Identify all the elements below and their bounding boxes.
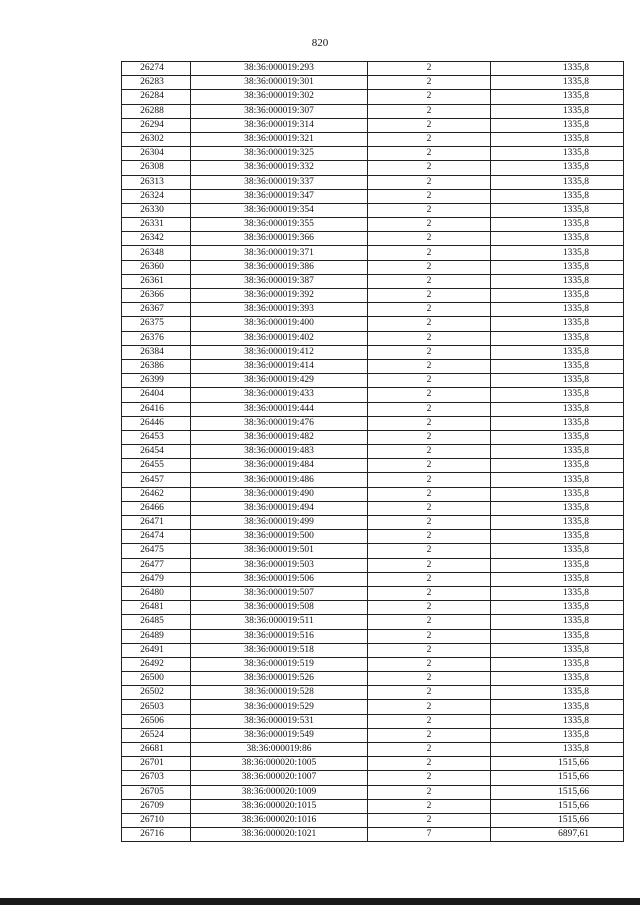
cadastral-number-cell: 38:36:000019:400 — [191, 317, 368, 331]
count-cell: 2 — [368, 501, 491, 515]
table-row — [122, 799, 624, 813]
count-cell: 2 — [368, 189, 491, 203]
table-row — [122, 643, 624, 657]
count-cell: 2 — [368, 90, 491, 104]
cadastral-number-cell: 38:36:000019:332 — [191, 161, 368, 175]
row-number-cell: 26477 — [122, 558, 191, 572]
row-number-cell: 26457 — [122, 473, 191, 487]
table-row — [122, 657, 624, 671]
row-number-cell: 26386 — [122, 359, 191, 373]
area-value-cell: 1335,8 — [491, 743, 624, 757]
count-cell: 7 — [368, 828, 491, 842]
row-number-cell: 26454 — [122, 445, 191, 459]
count-cell: 2 — [368, 757, 491, 771]
row-number-cell: 26446 — [122, 416, 191, 430]
row-number-cell: 26466 — [122, 501, 191, 515]
table-row — [122, 586, 624, 600]
area-value-cell: 1335,8 — [491, 232, 624, 246]
cadastral-number-cell: 38:36:000019:528 — [191, 686, 368, 700]
row-number-cell: 26308 — [122, 161, 191, 175]
table-row — [122, 785, 624, 799]
area-value-cell: 1515,66 — [491, 771, 624, 785]
cadastral-number-cell: 38:36:000019:86 — [191, 743, 368, 757]
table-row — [122, 629, 624, 643]
area-value-cell: 1335,8 — [491, 246, 624, 260]
area-value-cell: 1335,8 — [491, 487, 624, 501]
count-cell: 2 — [368, 459, 491, 473]
area-value-cell: 1515,66 — [491, 757, 624, 771]
cadastral-number-cell: 38:36:000019:371 — [191, 246, 368, 260]
cadastral-number-cell: 38:36:000019:484 — [191, 459, 368, 473]
table-row — [122, 274, 624, 288]
row-number-cell: 26384 — [122, 345, 191, 359]
cadastral-number-cell: 38:36:000019:392 — [191, 289, 368, 303]
cadastral-number-cell: 38:36:000019:337 — [191, 175, 368, 189]
cadastral-number-cell: 38:36:000019:355 — [191, 218, 368, 232]
area-value-cell: 1335,8 — [491, 586, 624, 600]
table-row — [122, 189, 624, 203]
area-value-cell: 1335,8 — [491, 558, 624, 572]
count-cell: 2 — [368, 62, 491, 76]
cadastral-number-cell: 38:36:000019:393 — [191, 303, 368, 317]
cadastral-number-cell: 38:36:000019:386 — [191, 260, 368, 274]
count-cell: 2 — [368, 147, 491, 161]
count-cell: 2 — [368, 175, 491, 189]
count-cell: 2 — [368, 132, 491, 146]
area-value-cell: 1335,8 — [491, 62, 624, 76]
table-row — [122, 501, 624, 515]
count-cell: 2 — [368, 388, 491, 402]
row-number-cell: 26342 — [122, 232, 191, 246]
row-number-cell: 26375 — [122, 317, 191, 331]
row-number-cell: 26474 — [122, 530, 191, 544]
row-number-cell: 26709 — [122, 799, 191, 813]
area-value-cell: 1335,8 — [491, 303, 624, 317]
cadastral-number-cell: 38:36:000019:518 — [191, 643, 368, 657]
area-value-cell: 1335,8 — [491, 657, 624, 671]
row-number-cell: 26376 — [122, 331, 191, 345]
table-row — [122, 147, 624, 161]
data-table — [121, 61, 624, 842]
area-value-cell: 1335,8 — [491, 643, 624, 657]
table-row — [122, 331, 624, 345]
table-row — [122, 388, 624, 402]
cadastral-number-cell: 38:36:000019:516 — [191, 629, 368, 643]
count-cell: 2 — [368, 445, 491, 459]
table-row — [122, 104, 624, 118]
area-value-cell: 1335,8 — [491, 274, 624, 288]
table-row — [122, 430, 624, 444]
area-value-cell: 1335,8 — [491, 218, 624, 232]
row-number-cell: 26479 — [122, 572, 191, 586]
table-row — [122, 260, 624, 274]
row-number-cell: 26283 — [122, 76, 191, 90]
area-value-cell: 1335,8 — [491, 728, 624, 742]
cadastral-number-cell: 38:36:000019:507 — [191, 586, 368, 600]
cadastral-number-cell: 38:36:000020:1005 — [191, 757, 368, 771]
row-number-cell: 26288 — [122, 104, 191, 118]
cadastral-number-cell: 38:36:000019:314 — [191, 118, 368, 132]
count-cell: 2 — [368, 402, 491, 416]
cadastral-number-cell: 38:36:000019:508 — [191, 601, 368, 615]
table-row — [122, 132, 624, 146]
count-cell: 2 — [368, 331, 491, 345]
cadastral-number-cell: 38:36:000020:1015 — [191, 799, 368, 813]
table-row — [122, 714, 624, 728]
table-row — [122, 416, 624, 430]
row-number-cell: 26416 — [122, 402, 191, 416]
table-row — [122, 572, 624, 586]
cadastral-number-cell: 38:36:000019:444 — [191, 402, 368, 416]
count-cell: 2 — [368, 274, 491, 288]
count-cell: 2 — [368, 104, 491, 118]
area-value-cell: 1335,8 — [491, 402, 624, 416]
row-number-cell: 26455 — [122, 459, 191, 473]
cadastral-number-cell: 38:36:000019:499 — [191, 516, 368, 530]
row-number-cell: 26710 — [122, 813, 191, 827]
count-cell: 2 — [368, 629, 491, 643]
count-cell: 2 — [368, 615, 491, 629]
row-number-cell: 26475 — [122, 544, 191, 558]
row-number-cell: 26361 — [122, 274, 191, 288]
table-row — [122, 203, 624, 217]
area-value-cell: 1335,8 — [491, 189, 624, 203]
cadastral-number-cell: 38:36:000019:476 — [191, 416, 368, 430]
area-value-cell: 1335,8 — [491, 459, 624, 473]
area-value-cell: 1335,8 — [491, 615, 624, 629]
cadastral-number-cell: 38:36:000019:321 — [191, 132, 368, 146]
row-number-cell: 26404 — [122, 388, 191, 402]
table-row — [122, 345, 624, 359]
cadastral-number-cell: 38:36:000019:519 — [191, 657, 368, 671]
count-cell: 2 — [368, 487, 491, 501]
cadastral-number-cell: 38:36:000019:483 — [191, 445, 368, 459]
cadastral-number-cell: 38:36:000019:347 — [191, 189, 368, 203]
area-value-cell: 1335,8 — [491, 672, 624, 686]
area-value-cell: 1335,8 — [491, 260, 624, 274]
area-value-cell: 1335,8 — [491, 175, 624, 189]
count-cell: 2 — [368, 232, 491, 246]
count-cell: 2 — [368, 317, 491, 331]
cadastral-number-cell: 38:36:000019:301 — [191, 76, 368, 90]
cadastral-number-cell: 38:36:000019:500 — [191, 530, 368, 544]
row-number-cell: 26471 — [122, 516, 191, 530]
table-row — [122, 813, 624, 827]
area-value-cell: 1335,8 — [491, 388, 624, 402]
table-row — [122, 175, 624, 189]
area-value-cell: 1335,8 — [491, 104, 624, 118]
row-number-cell: 26366 — [122, 289, 191, 303]
count-cell: 2 — [368, 601, 491, 615]
cadastral-number-cell: 38:36:000019:429 — [191, 374, 368, 388]
count-cell: 2 — [368, 643, 491, 657]
table-row — [122, 686, 624, 700]
area-value-cell: 1335,8 — [491, 686, 624, 700]
row-number-cell: 26304 — [122, 147, 191, 161]
count-cell: 2 — [368, 246, 491, 260]
count-cell: 2 — [368, 700, 491, 714]
table-row — [122, 828, 624, 842]
cadastral-number-cell: 38:36:000019:506 — [191, 572, 368, 586]
count-cell: 2 — [368, 76, 491, 90]
table-row — [122, 771, 624, 785]
count-cell: 2 — [368, 558, 491, 572]
table-row — [122, 530, 624, 544]
area-value-cell: 1335,8 — [491, 629, 624, 643]
table-row — [122, 161, 624, 175]
count-cell: 2 — [368, 728, 491, 742]
table-row — [122, 232, 624, 246]
row-number-cell: 26500 — [122, 672, 191, 686]
count-cell: 2 — [368, 345, 491, 359]
count-cell: 2 — [368, 544, 491, 558]
row-number-cell: 26274 — [122, 62, 191, 76]
count-cell: 2 — [368, 530, 491, 544]
row-number-cell: 26502 — [122, 686, 191, 700]
table-row — [122, 700, 624, 714]
cadastral-number-cell: 38:36:000019:526 — [191, 672, 368, 686]
table-row — [122, 303, 624, 317]
area-value-cell: 1335,8 — [491, 501, 624, 515]
count-cell: 2 — [368, 416, 491, 430]
row-number-cell: 26524 — [122, 728, 191, 742]
area-value-cell: 1515,66 — [491, 813, 624, 827]
area-value-cell: 1335,8 — [491, 317, 624, 331]
table-row — [122, 516, 624, 530]
table-row — [122, 445, 624, 459]
count-cell: 2 — [368, 813, 491, 827]
row-number-cell: 26703 — [122, 771, 191, 785]
cadastral-number-cell: 38:36:000019:511 — [191, 615, 368, 629]
table-row — [122, 218, 624, 232]
table-row — [122, 317, 624, 331]
table-row — [122, 558, 624, 572]
cadastral-number-cell: 38:36:000019:531 — [191, 714, 368, 728]
row-number-cell: 26489 — [122, 629, 191, 643]
row-number-cell: 26503 — [122, 700, 191, 714]
count-cell: 2 — [368, 359, 491, 373]
count-cell: 2 — [368, 260, 491, 274]
cadastral-number-cell: 38:36:000019:387 — [191, 274, 368, 288]
table-row — [122, 743, 624, 757]
row-number-cell: 26453 — [122, 430, 191, 444]
area-value-cell: 1335,8 — [491, 473, 624, 487]
table-row — [122, 672, 624, 686]
area-value-cell: 1335,8 — [491, 530, 624, 544]
area-value-cell: 1335,8 — [491, 700, 624, 714]
count-cell: 2 — [368, 771, 491, 785]
table-row — [122, 544, 624, 558]
count-cell: 2 — [368, 785, 491, 799]
area-value-cell: 1335,8 — [491, 416, 624, 430]
cadastral-number-cell: 38:36:000020:1007 — [191, 771, 368, 785]
cadastral-number-cell: 38:36:000019:302 — [191, 90, 368, 104]
area-value-cell: 1335,8 — [491, 147, 624, 161]
row-number-cell: 26705 — [122, 785, 191, 799]
row-number-cell: 26716 — [122, 828, 191, 842]
area-value-cell: 1335,8 — [491, 331, 624, 345]
cadastral-number-cell: 38:36:000019:414 — [191, 359, 368, 373]
cadastral-number-cell: 38:36:000019:293 — [191, 62, 368, 76]
count-cell: 2 — [368, 218, 491, 232]
area-value-cell: 1335,8 — [491, 601, 624, 615]
cadastral-number-cell: 38:36:000020:1016 — [191, 813, 368, 827]
table-row — [122, 90, 624, 104]
table-row — [122, 289, 624, 303]
row-number-cell: 26701 — [122, 757, 191, 771]
cadastral-number-cell: 38:36:000019:490 — [191, 487, 368, 501]
cadastral-number-cell: 38:36:000019:354 — [191, 203, 368, 217]
count-cell: 2 — [368, 516, 491, 530]
row-number-cell: 26481 — [122, 601, 191, 615]
row-number-cell: 26492 — [122, 657, 191, 671]
cadastral-number-cell: 38:36:000019:494 — [191, 501, 368, 515]
cadastral-number-cell: 38:36:000019:549 — [191, 728, 368, 742]
cadastral-number-cell: 38:36:000019:307 — [191, 104, 368, 118]
area-value-cell: 1335,8 — [491, 430, 624, 444]
table-row — [122, 601, 624, 615]
area-value-cell: 1515,66 — [491, 799, 624, 813]
count-cell: 2 — [368, 203, 491, 217]
area-value-cell: 1335,8 — [491, 76, 624, 90]
count-cell: 2 — [368, 161, 491, 175]
row-number-cell: 26506 — [122, 714, 191, 728]
cadastral-number-cell: 38:36:000019:503 — [191, 558, 368, 572]
row-number-cell: 26491 — [122, 643, 191, 657]
row-number-cell: 26284 — [122, 90, 191, 104]
row-number-cell: 26313 — [122, 175, 191, 189]
row-number-cell: 26302 — [122, 132, 191, 146]
row-number-cell: 26360 — [122, 260, 191, 274]
count-cell: 2 — [368, 672, 491, 686]
row-number-cell: 26462 — [122, 487, 191, 501]
count-cell: 2 — [368, 473, 491, 487]
area-value-cell: 1335,8 — [491, 132, 624, 146]
row-number-cell: 26399 — [122, 374, 191, 388]
count-cell: 2 — [368, 430, 491, 444]
row-number-cell: 26681 — [122, 743, 191, 757]
area-value-cell: 1335,8 — [491, 345, 624, 359]
row-number-cell: 26485 — [122, 615, 191, 629]
row-number-cell: 26480 — [122, 586, 191, 600]
table-row — [122, 459, 624, 473]
row-number-cell: 26331 — [122, 218, 191, 232]
table-row — [122, 118, 624, 132]
cadastral-number-cell: 38:36:000019:366 — [191, 232, 368, 246]
count-cell: 2 — [368, 303, 491, 317]
count-cell: 2 — [368, 743, 491, 757]
count-cell: 2 — [368, 686, 491, 700]
table-row — [122, 615, 624, 629]
cadastral-number-cell: 38:36:000019:412 — [191, 345, 368, 359]
bottom-edge-bar — [0, 898, 640, 905]
area-value-cell: 1335,8 — [491, 118, 624, 132]
count-cell: 2 — [368, 586, 491, 600]
table-row — [122, 359, 624, 373]
table-row — [122, 473, 624, 487]
area-value-cell: 1335,8 — [491, 445, 624, 459]
area-value-cell: 1335,8 — [491, 289, 624, 303]
table-row — [122, 728, 624, 742]
count-cell: 2 — [368, 374, 491, 388]
table-row — [122, 487, 624, 501]
cadastral-number-cell: 38:36:000019:482 — [191, 430, 368, 444]
table-row — [122, 402, 624, 416]
area-value-cell: 1515,66 — [491, 785, 624, 799]
row-number-cell: 26348 — [122, 246, 191, 260]
area-value-cell: 6897,61 — [491, 828, 624, 842]
row-number-cell: 26294 — [122, 118, 191, 132]
table-body — [122, 62, 624, 842]
table-row — [122, 757, 624, 771]
count-cell: 2 — [368, 289, 491, 303]
cadastral-number-cell: 38:36:000019:325 — [191, 147, 368, 161]
cadastral-number-cell: 38:36:000019:501 — [191, 544, 368, 558]
cadastral-number-cell: 38:36:000019:486 — [191, 473, 368, 487]
row-number-cell: 26330 — [122, 203, 191, 217]
count-cell: 2 — [368, 118, 491, 132]
page-number: 820 — [311, 37, 329, 49]
area-value-cell: 1335,8 — [491, 714, 624, 728]
area-value-cell: 1335,8 — [491, 161, 624, 175]
area-value-cell: 1335,8 — [491, 90, 624, 104]
count-cell: 2 — [368, 572, 491, 586]
table-row — [122, 374, 624, 388]
table-row — [122, 76, 624, 90]
area-value-cell: 1335,8 — [491, 516, 624, 530]
count-cell: 2 — [368, 714, 491, 728]
area-value-cell: 1335,8 — [491, 374, 624, 388]
table-row — [122, 246, 624, 260]
area-value-cell: 1335,8 — [491, 203, 624, 217]
area-value-cell: 1335,8 — [491, 359, 624, 373]
row-number-cell: 26367 — [122, 303, 191, 317]
cadastral-number-cell: 38:36:000019:433 — [191, 388, 368, 402]
cadastral-number-cell: 38:36:000019:529 — [191, 700, 368, 714]
count-cell: 2 — [368, 657, 491, 671]
table-row — [122, 62, 624, 76]
area-value-cell: 1335,8 — [491, 572, 624, 586]
area-value-cell: 1335,8 — [491, 544, 624, 558]
cadastral-number-cell: 38:36:000020:1009 — [191, 785, 368, 799]
cadastral-number-cell: 38:36:000020:1021 — [191, 828, 368, 842]
row-number-cell: 26324 — [122, 189, 191, 203]
count-cell: 2 — [368, 799, 491, 813]
cadastral-number-cell: 38:36:000019:402 — [191, 331, 368, 345]
